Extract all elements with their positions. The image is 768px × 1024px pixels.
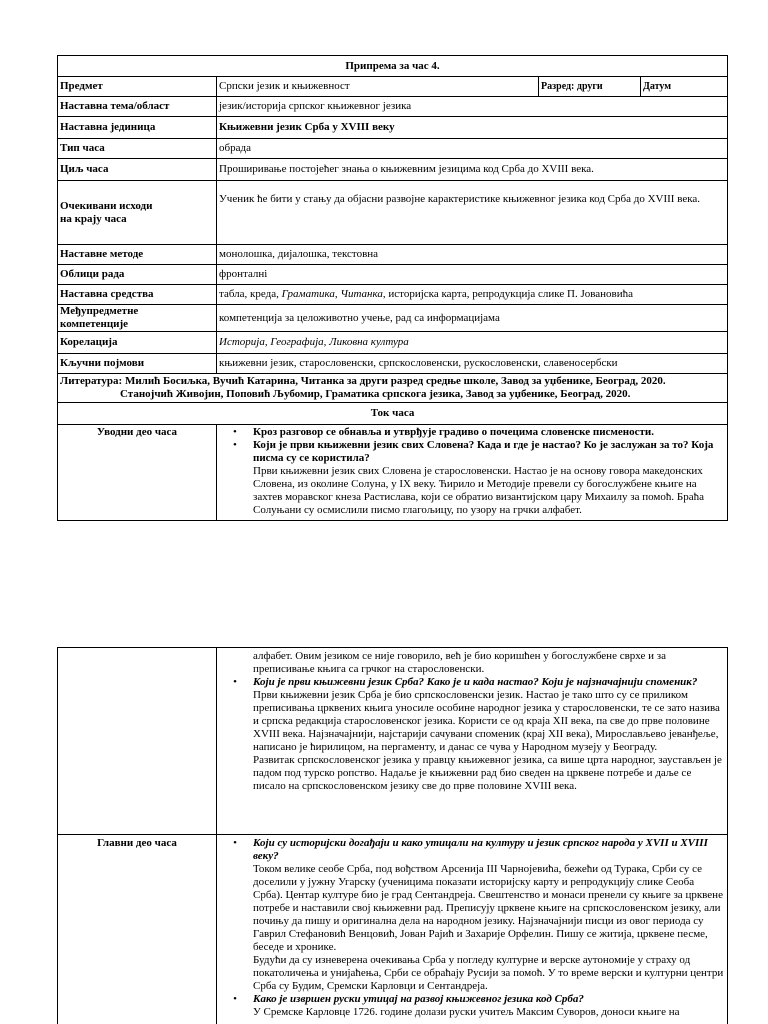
intro-question-2: • Који је први књижевни језик свих Словена? Када и где је настао? Ко је заслужан за то? Која писма су се користила?: [219, 439, 725, 465]
subject-value: Српски језик и књижевност: [217, 77, 539, 97]
lesson-flow-continued-table: [57, 647, 728, 1024]
unit-value: Књижевни језик Срба у XVIII веку: [217, 117, 728, 139]
subject-label: Предмет: [58, 77, 217, 97]
competences-label-line2: компетенције: [60, 318, 129, 330]
main-question-1: • Који су историјски догађаји и како утицали на културу и језик српског народа у XVII и XVIII веку?: [219, 837, 725, 863]
continued-question-3: • Који је први књижевни језик Срба? Како је и када настао? Који је најзначајнији споменик?: [219, 676, 725, 689]
main-section-content: [217, 835, 728, 1024]
intro-question-1: • Кроз разговор се обнавља и утврђује градиво о почецима словенске писмености.: [219, 426, 725, 439]
intro-section-label: Уводни део часа: [58, 425, 217, 521]
lesson-type-label: Тип часа: [58, 139, 217, 159]
date-cell: Датум: [641, 77, 728, 97]
teaching-aids-reader: Читанка: [340, 288, 383, 300]
continued-paragraph-3: Први књижевни језик Срба је био српскословенски језик. Настао је тако што су се приликом преписивања црквених књига уносиле особине народног језика у старословенски, те се зато назива и српска редакција старословенског језика. Користи се од краја XII века, па све до прве половине XVIII века. Најзначајнији, најстарији сачувани споменик (крај XII века), Мирослављево јеванђеље, написано је ћирилицом, на пергаменту, и данас се чува у Народном музеју у Београду.: [253, 689, 720, 753]
continued-paragraph-4: Развитак српскословенског језика у правцу књижевног језика, са више црта народног, заустављен је падом под турско ропство. Надаље је књижевни рад био сведен на црквене потребе и даље се писало на српскословенском језику све до прве половине XVIII века.: [253, 754, 722, 792]
methods-label: Наставне методе: [58, 245, 217, 265]
outcomes-value: Ученик ће бити у стању да објасни развојне карактеристике књижевног језика код Срба до XVIII века.: [217, 181, 728, 245]
lesson-type-value: обрада: [217, 139, 728, 159]
intro-paragraph: Први књижевни језик свих Словена је старословенски. Настао је на основу говора македонских Словена, из околине Солуна, у IX веку. Ћирило и Методије превели су богослужбене књиге на захтев моравског кнеза Растислава, који се обратио византијском цару Михаилу за помоћ. Браћа Солуњани су осмислили писмо глагољицу, по узору на грчки алфабет.: [253, 465, 704, 516]
competences-value: компетенција за целоживотно учење, рад са информацијама: [217, 305, 728, 332]
key-terms-value: књижевни језик, старословенски, српскословенски, рускословенски, славеносербски: [217, 354, 728, 374]
topic-value: језик/историја српског књижевног језика: [217, 97, 728, 117]
teaching-aids-value: [217, 285, 728, 305]
main-paragraph-2: Будући да су изневерена очекивања Срба у погледу културне и верске аутономије у страху од покатоличења и унијаћења, Срби се обраћају Русији за помоћ. У то време верски и културни центри Срба су Будим, Сремски Карловци и Сентандреја.: [253, 954, 724, 992]
key-terms-label: Кључни појмови: [58, 354, 217, 374]
methods-value: монолошка, дијалошка, текстовна: [217, 245, 728, 265]
main-section-label: Главни део часа: [58, 835, 217, 1024]
literature-line1: Литература: Милић Босиљка, Вучић Катарина, Читанка за други разред средње школе, Завод за уџбенике, Београд, 2020.: [60, 375, 666, 387]
outcomes-label-line1: Очекивани исходи: [60, 199, 153, 212]
topic-label: Наставна тема/област: [58, 97, 217, 117]
lesson-plan-header-table: [57, 55, 728, 521]
competences-label: [58, 305, 217, 332]
main-question-2: • Како је извршен руски утицај на развој књижевног језика код Срба?: [219, 993, 725, 1006]
teaching-aids-label: Наставна средства: [58, 285, 217, 305]
grade-cell: Разред: други: [539, 77, 641, 97]
continued-paragraph-0: алфабет. Овим језиком се није говорило, већ је био коришћен у богослужбене сврхе и за преписивање књига са грчког на старословенски.: [253, 650, 666, 675]
correlation-label: Корелација: [58, 332, 217, 354]
work-forms-value: фронталнi: [217, 265, 728, 285]
literature-line2: Станојчић Живојин, Поповић Љубомир, Граматика српскога језика, Завод за уџбенике, Београд, 2020.: [120, 388, 631, 400]
main-paragraph-3: У Сремске Карловце 1726. године долази руски учитељ Максим Суворов, доноси књиге на: [253, 1006, 680, 1018]
teaching-aids-pre: табла, креда,: [219, 288, 282, 300]
teaching-aids-sep: ,: [334, 288, 341, 300]
unit-label: Наставна јединица: [58, 117, 217, 139]
correlation-value: Историја, Географија, Ликовна култура: [217, 332, 728, 354]
work-forms-label: Облици рада: [58, 265, 217, 285]
intro-section-continued-content: [217, 648, 728, 835]
teaching-aids-post: , историјска карта, репродукција слике П. Јовановића: [382, 288, 634, 300]
goal-value: Проширивање постојећег знања о књижевним језицима код Срба до XVIII века.: [217, 159, 728, 181]
lesson-flow-heading: Ток часа: [58, 403, 728, 425]
intro-section-content: [217, 425, 728, 521]
main-paragraph-1: Током велике сеобе Срба, под вођством Арсенија III Чарнојевића, бежећи од Турака, Срби су се доселили у јужну Угарску (ученицима показати историјску карту и репродукцију слике Сеоба Срба). Центар културе био је град Сентандреја. Свештенство и монаси пренели су књиге за црквене потребе и наставили свој књижевни рад. Преписују црквене књиге на српскословенском језику, али почињу да пишу и оригинална дела на народном језику. Најзначајнији писци из овог периода су Гаврил Стефановић Венцовић, Јован Рајић и Захарије Орфелин. Пишу се житија, црквене песме, беседе и хронике.: [253, 863, 723, 953]
intro-section-continued-label: [58, 648, 217, 835]
outcomes-label: [58, 181, 217, 245]
goal-label: Циљ часа: [58, 159, 217, 181]
competences-label-line1: Међупредметне: [60, 305, 139, 317]
literature-cell: [58, 374, 728, 403]
teaching-aids-grammar: Граматика: [281, 288, 335, 300]
outcomes-label-line2: на крају часа: [60, 212, 127, 225]
document-title: Припрема за час 4.: [58, 56, 728, 77]
